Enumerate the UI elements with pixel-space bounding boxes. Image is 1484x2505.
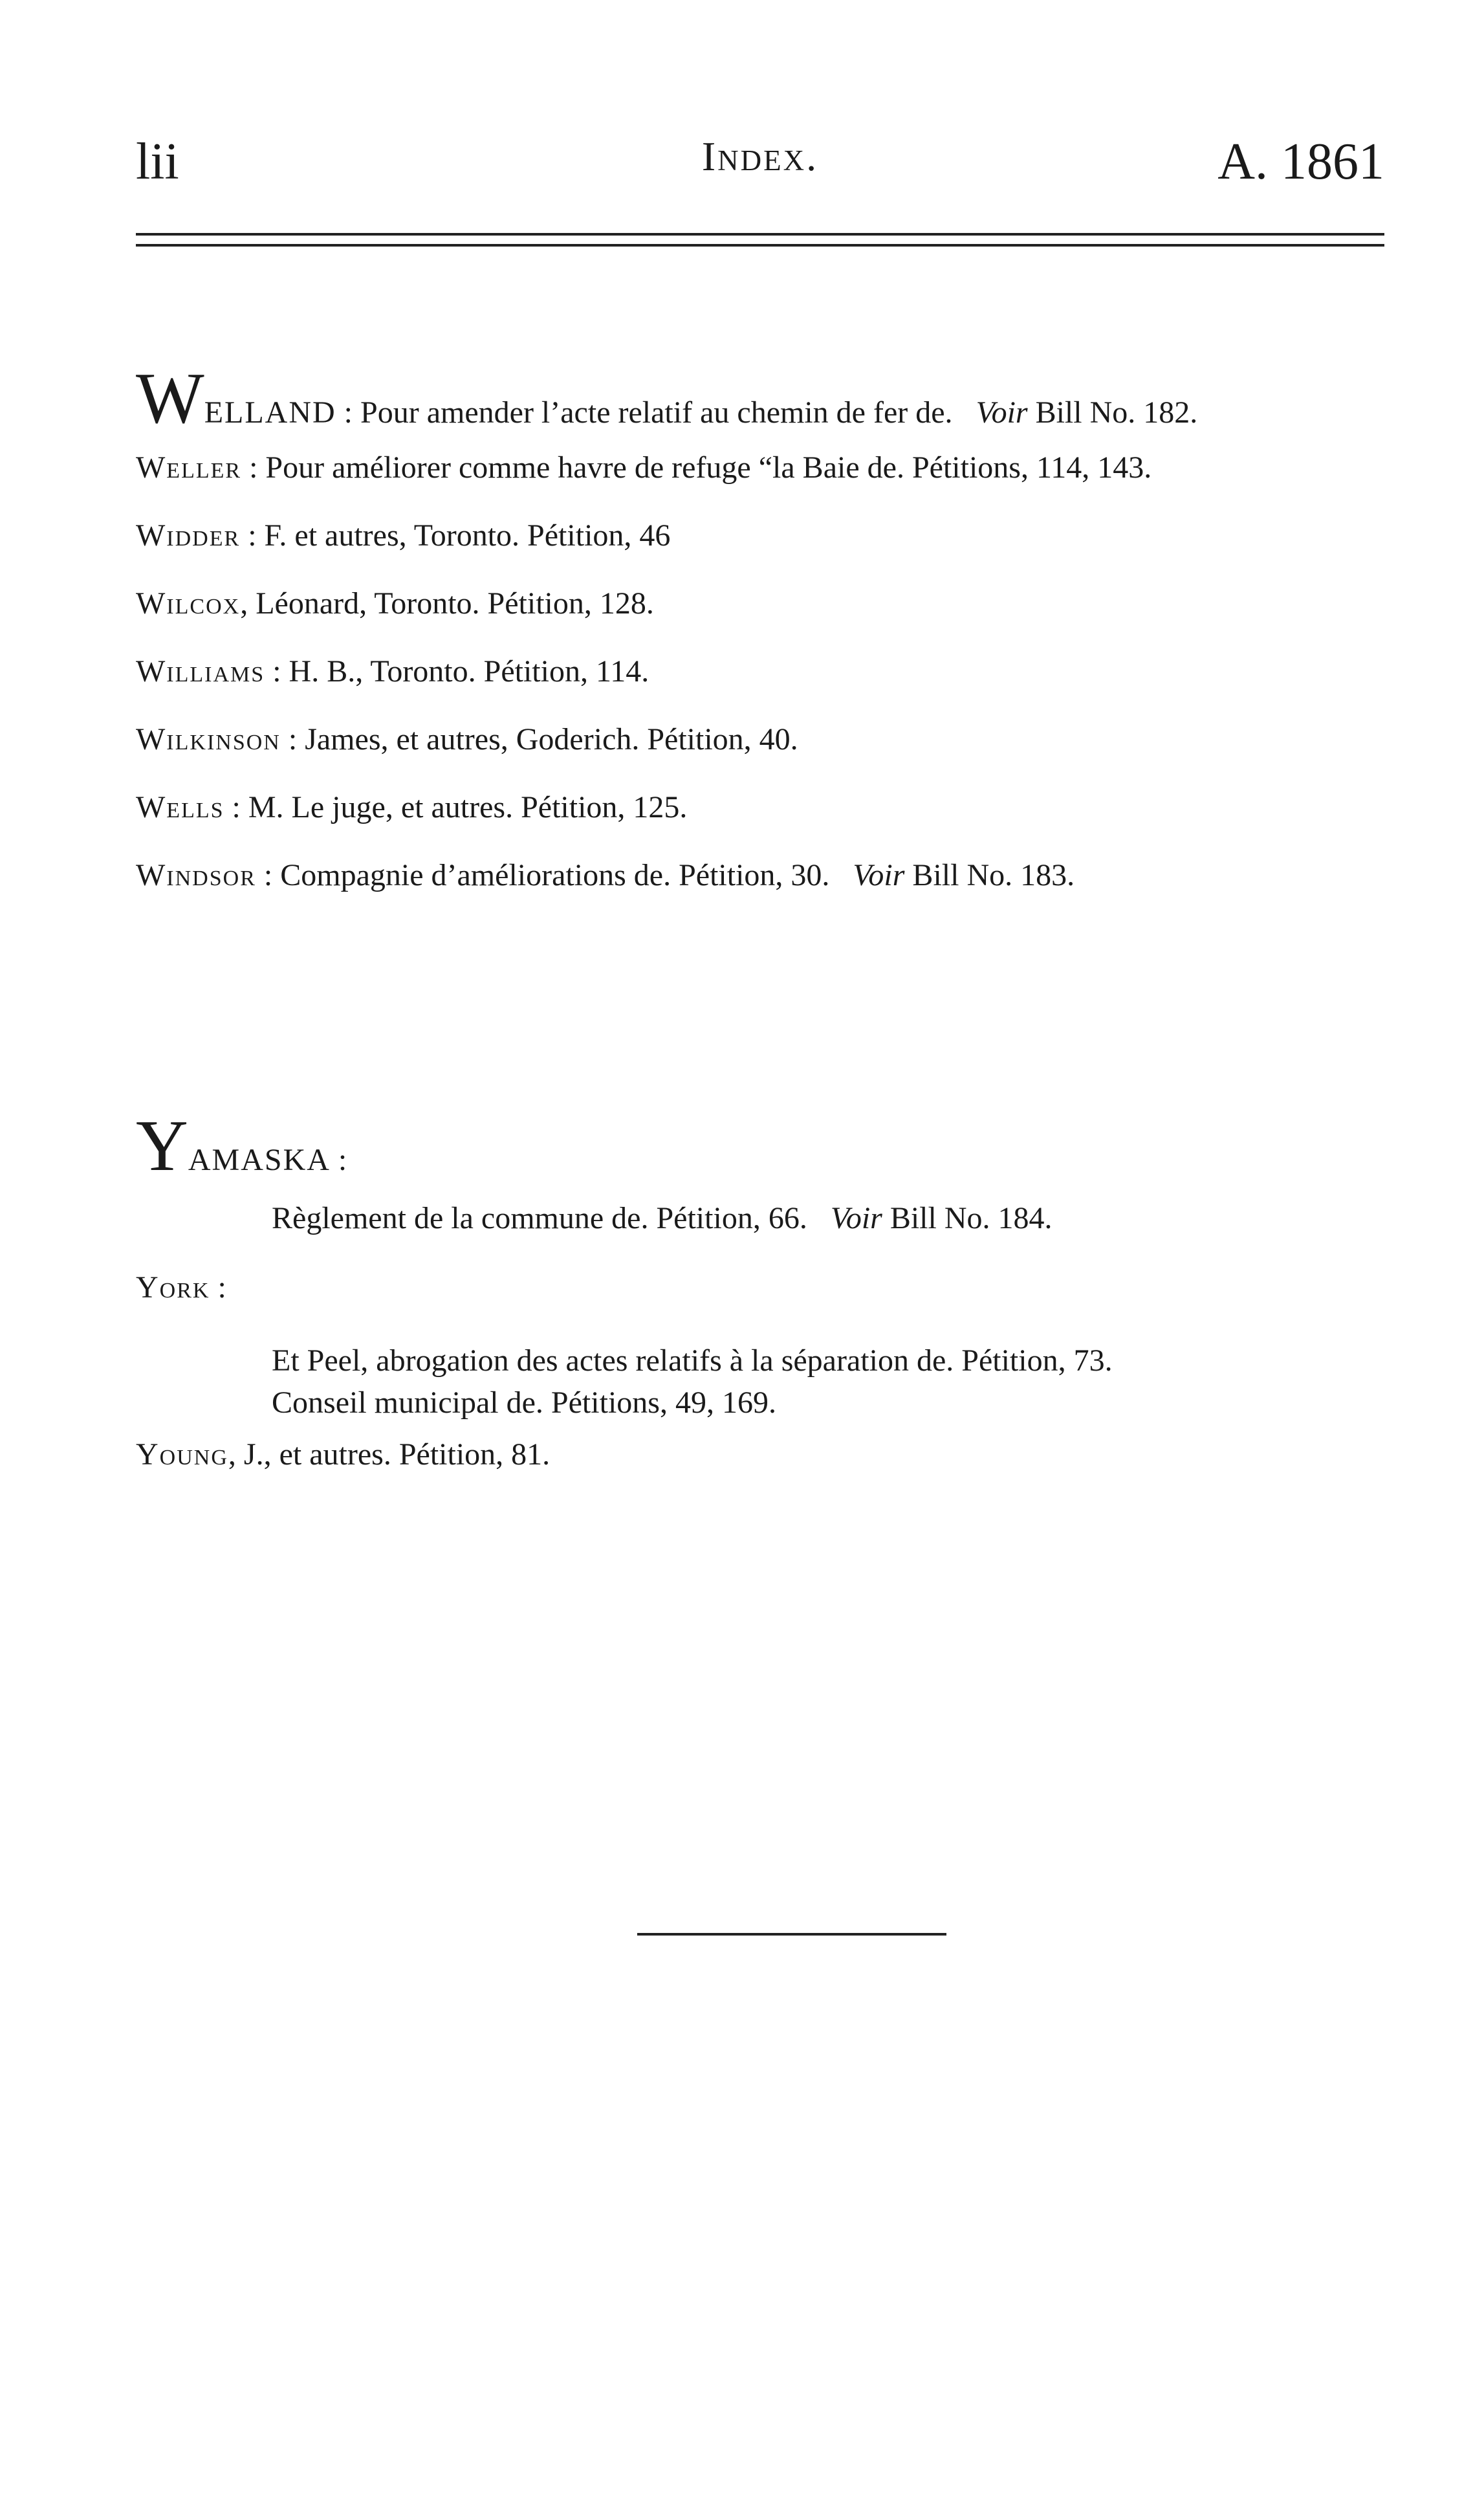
page-number: lii [136, 133, 179, 190]
entry-separator: : [265, 654, 289, 689]
index-entry-yamaska [136, 1106, 347, 1186]
bill-ref: Bill No. 183. [904, 858, 1075, 892]
index-entry-wells [136, 789, 687, 825]
entry-separator: : [241, 450, 266, 485]
entry-separator: : [280, 722, 305, 756]
voir-ref: Voir [830, 1201, 882, 1235]
index-entry-young [136, 1437, 550, 1472]
entry-text: J., et autres. Pétition, 81. [243, 1437, 551, 1472]
index-entry-williams [136, 654, 649, 689]
page-year: A. 1861 [1217, 133, 1384, 190]
entry-head: AMASKA [188, 1143, 331, 1177]
entry-separator: : [210, 1270, 226, 1305]
york-subentry [272, 1385, 776, 1420]
entry-head: Widder [136, 518, 241, 553]
bill-ref: Bill No. 184. [882, 1201, 1053, 1235]
york-subentry [272, 1343, 1113, 1378]
voir-ref: Voir [976, 395, 1028, 430]
index-entry-windsor [136, 857, 1075, 893]
entry-text: Conseil municipal de. Pétitions, 49, 169. [272, 1385, 776, 1420]
entry-text: M. Le juge, et autres. Pétition, 125. [248, 790, 688, 824]
voir-ref: Voir [853, 858, 905, 892]
entry-separator: : [224, 790, 248, 824]
entry-text: Léonard, Toronto. Pétition, 128. [256, 586, 654, 621]
entry-separator: : [330, 1143, 347, 1177]
entry-separator: : [256, 858, 281, 892]
index-entry-wilkinson [136, 722, 798, 757]
entry-head: Wells [136, 790, 224, 824]
entry-text: Pour améliorer comme havre de refuge “la Baie de. Pétitions, 114, 143. [265, 450, 1152, 485]
entry-head: York [136, 1270, 210, 1305]
entry-text: Et Peel, abrogation des actes relatifs à la séparation de. Pétition, 73. [272, 1343, 1113, 1378]
bill-ref: Bill No. 182. [1027, 395, 1198, 430]
entry-head: Williams [136, 654, 265, 689]
index-entry-weller [136, 450, 1151, 485]
entry-separator: : [336, 395, 361, 430]
entry-text: Compagnie d’améliorations de. Pétition, 30. [280, 858, 830, 892]
entry-head: Young [136, 1437, 228, 1472]
entry-separator: , [228, 1437, 244, 1472]
entry-head: ELLAND [204, 395, 336, 430]
entry-text: James, et autres, Goderich. Pétition, 40. [305, 722, 798, 756]
entry-separator: : [240, 518, 265, 553]
entry-head: Wilkinson [136, 722, 281, 756]
entry-head: Weller [136, 450, 242, 485]
index-entry-welland [136, 359, 1198, 439]
drop-cap-w: W [136, 359, 204, 439]
entry-head: Windsor [136, 858, 256, 892]
entry-text: Pour amender l’acte relatif au chemin de fer de. [360, 395, 953, 430]
page-title: Index. [701, 133, 819, 179]
drop-cap-y: Y [136, 1106, 188, 1186]
index-entry-widder [136, 518, 670, 553]
entry-text: Règlement de la commune de. Pétition, 66. [272, 1201, 807, 1235]
entry-separator: , [240, 586, 256, 621]
entry-text: F. et autres, Toronto. Pétition, 46 [264, 518, 671, 553]
entry-text: H. B., Toronto. Pétition, 114. [289, 654, 649, 689]
yamaska-subentry [272, 1200, 1053, 1236]
entry-head: Wilcox [136, 586, 241, 621]
page-header [136, 133, 1384, 197]
closing-rule [637, 1933, 946, 1936]
index-entry-york [136, 1270, 226, 1305]
index-entry-wilcox [136, 586, 654, 621]
header-double-rule [136, 233, 1384, 247]
